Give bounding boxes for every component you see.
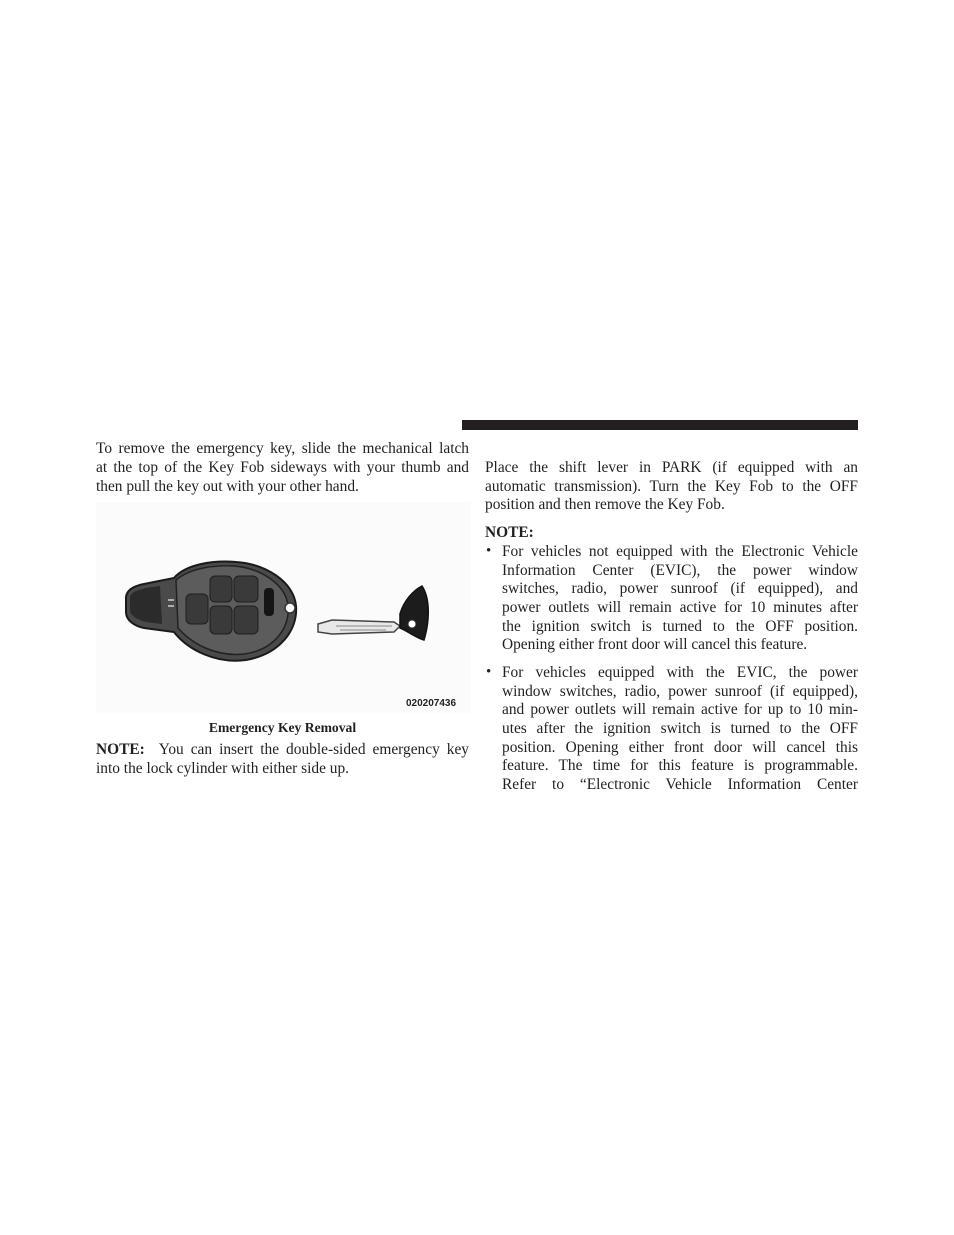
right-intro-line-2: automatic transmission). Turn the Key Fob to the OFF [485,478,858,495]
key-fob-illustration [96,502,471,713]
left-note-line-2: into the lock cylinder with either side up. [96,760,350,777]
bullet-2-line-4: utes after the ignition switch is turned to the OFF [502,720,858,737]
bullet-dot: • [486,543,492,559]
bullet-1-line-2: Information Center (EVIC), the power window [502,562,858,579]
bullet-2-line-5: position. Opening either front door will cancel this [502,739,858,756]
bullet-2-line-2: window switches, radio, power sunroof (if equipped), [502,683,858,700]
section-rule [462,420,858,430]
bullet-2-line-1: For vehicles equipped with the EVIC, the power [502,664,858,681]
left-intro-line-2: at the top of the Key Fob sideways with your thumb and [96,459,469,476]
emergency-key-figure [96,502,471,713]
bullet-1-line-4: power outlets will remain active for 10 minutes after [502,599,858,616]
bullet-dot: • [486,664,492,680]
bullet-1-line-6: Opening either front door will cancel this feature. [502,636,808,653]
right-intro-line-1: Place the shift lever in PARK (if equipped with an [485,459,858,476]
right-intro-line-3: position and then remove the Key Fob. [485,496,725,513]
note-text: You can insert the double-sided emergency key [158,741,469,758]
bullet-1-line-1: For vehicles not equipped with the Electronic Vehicle [502,543,858,560]
left-intro-line-3: then pull the key out with your other hand. [96,478,359,495]
right-note-label: NOTE: [485,524,534,541]
figure-caption: Emergency Key Removal [208,720,357,735]
left-intro-line-1: To remove the emergency key, slide the mechanical latch [96,440,469,457]
bullet-2-line-3: and power outlets will remain active for up to 10 min- [502,701,858,718]
note-label: NOTE: [96,741,145,758]
bullet-2-line-7: Refer to “Electronic Vehicle Information Center [502,776,858,793]
bullet-1-line-5: the ignition switch is turned to the OFF position. [502,618,858,635]
figure-code: 020207436 [406,698,457,709]
bullet-1-line-3: switches, radio, power sunroof (if equipped), and [502,580,858,597]
left-note-line-1 [96,740,469,759]
bullet-2-line-6: feature. The time for this feature is programmable. [502,757,858,774]
